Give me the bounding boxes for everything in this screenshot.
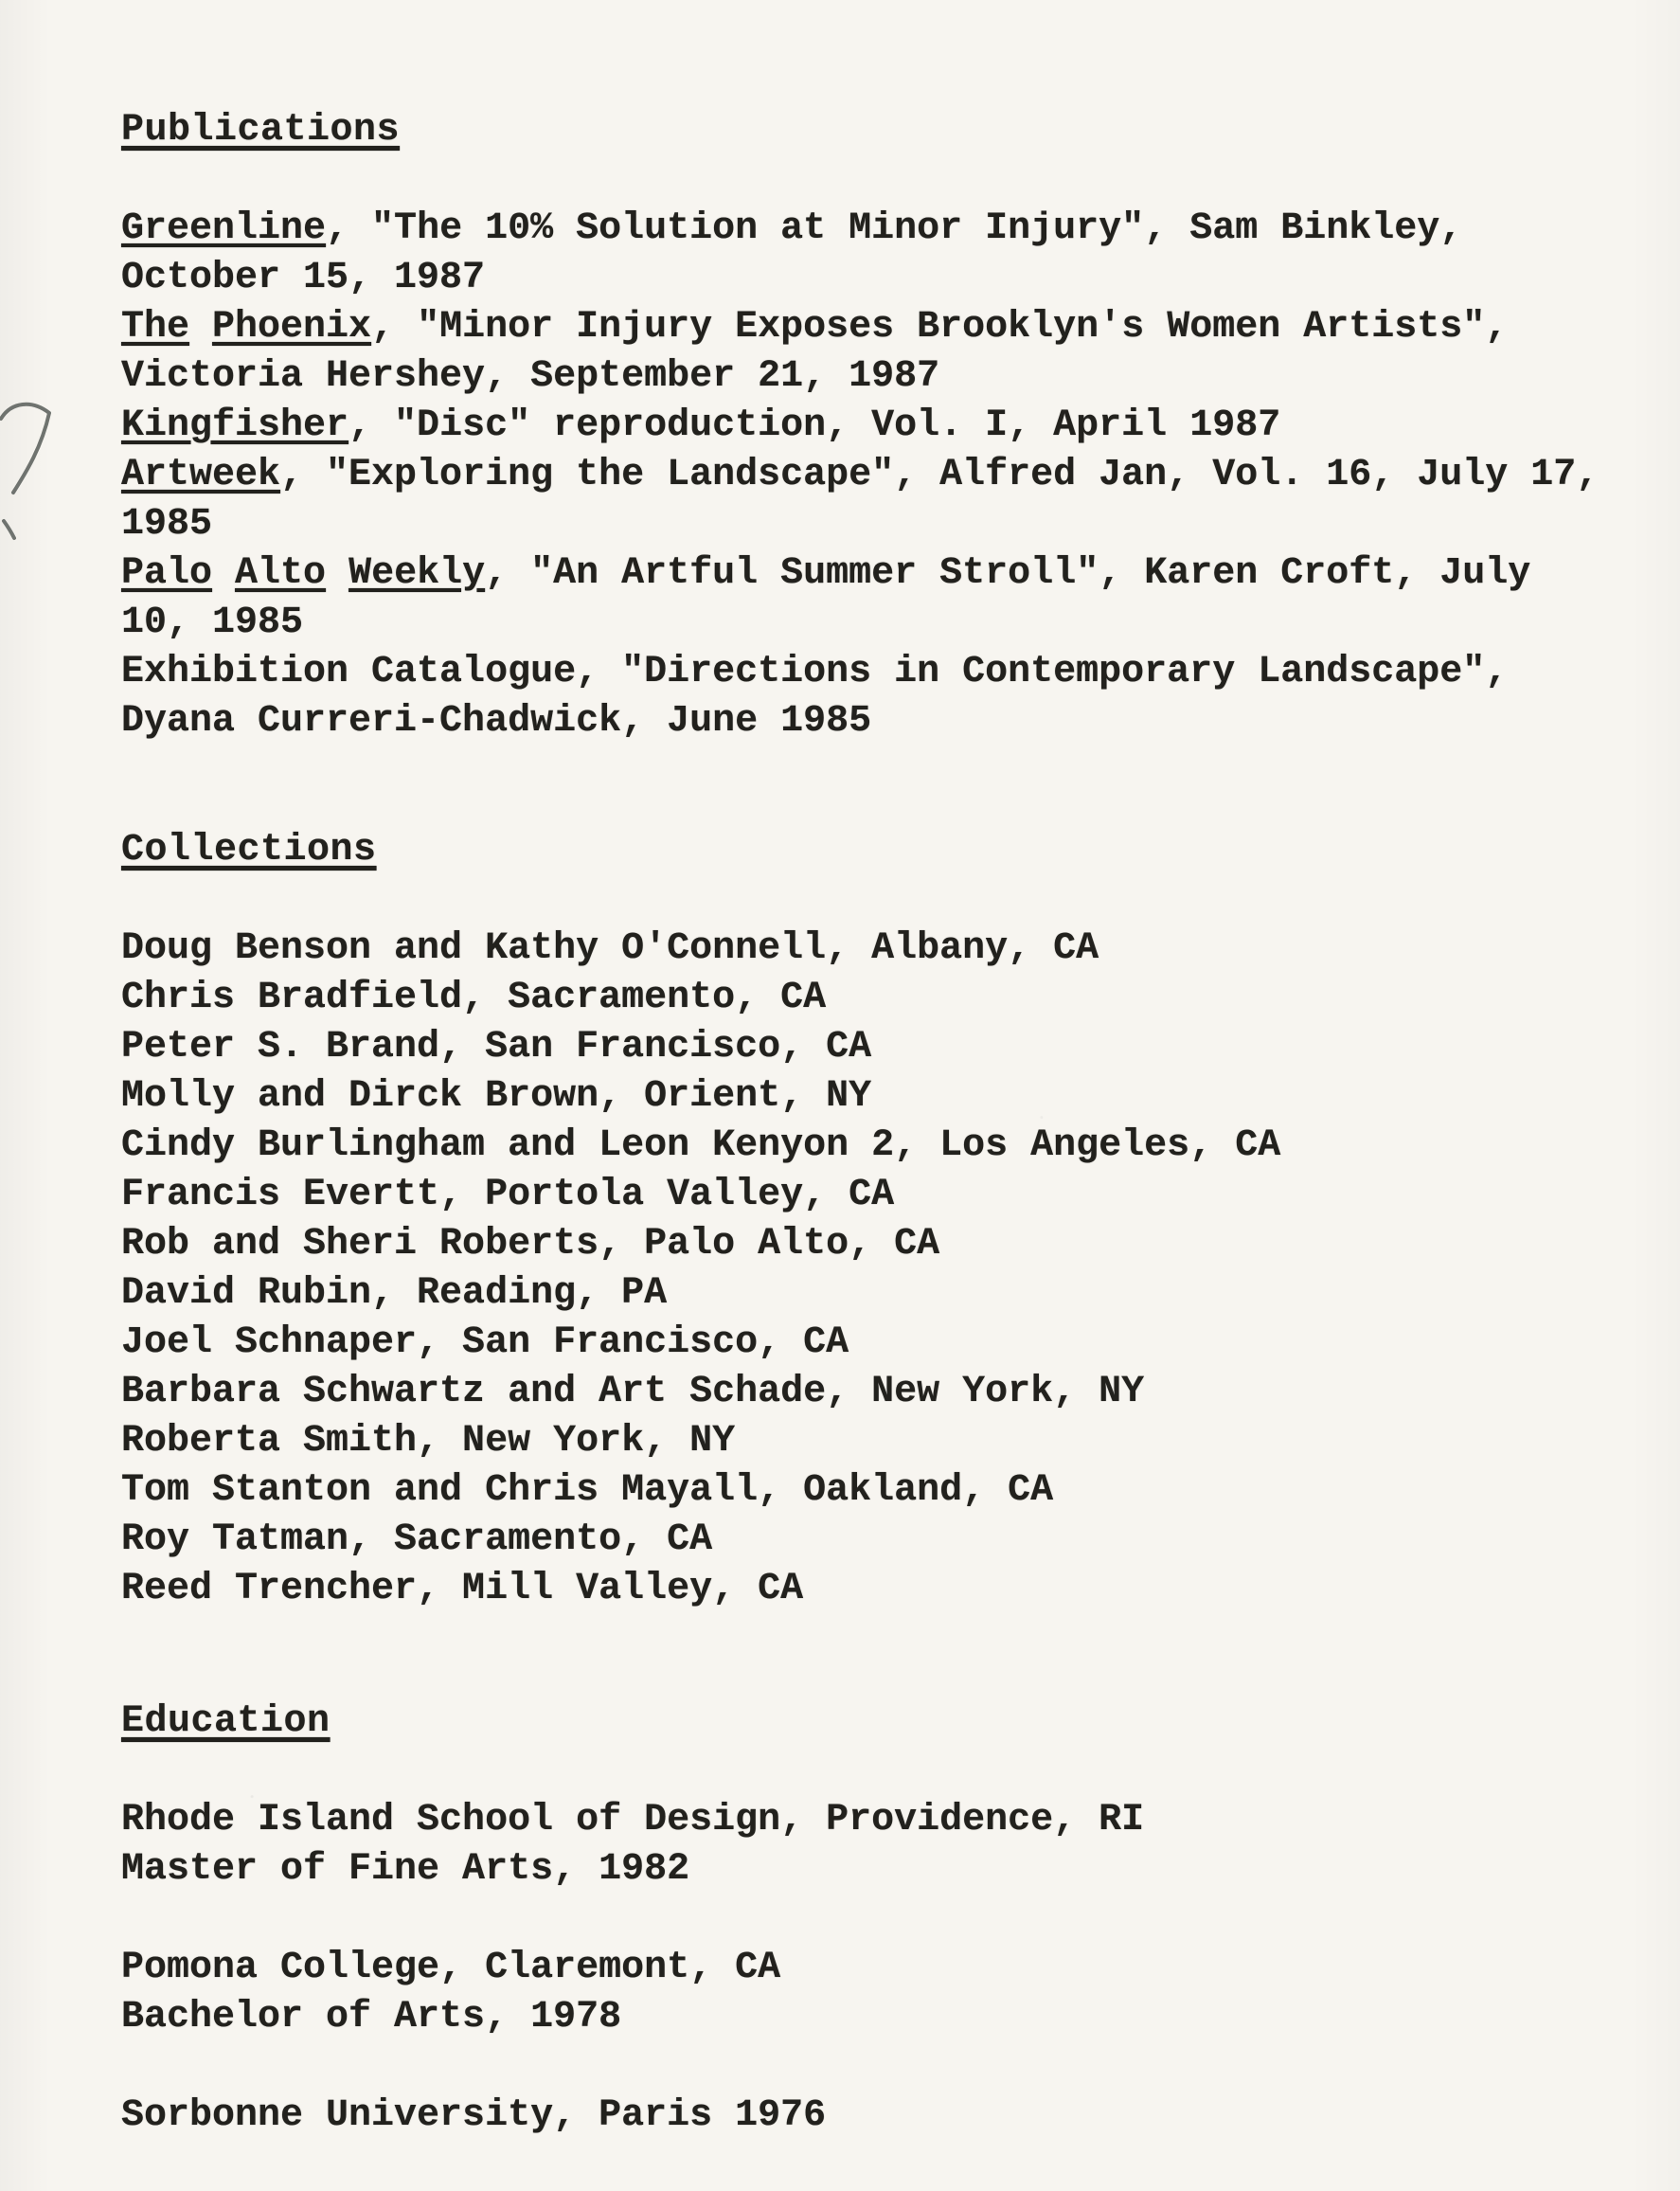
text-line xyxy=(121,1796,1680,1845)
text-run: Doug Benson and Kathy O'Connell, Albany, CA xyxy=(121,927,1099,970)
text-line xyxy=(121,599,1680,648)
text-run: , "Exploring the Landscape", Alfred Jan, Vol. 16, July 17, xyxy=(280,454,1600,496)
text-run: Barbara Schwartz and Art Schade, New York, NY xyxy=(121,1371,1145,1413)
text-line xyxy=(121,1319,1680,1368)
text-run: , "An Artful Summer Stroll", Karen Croft, July xyxy=(485,552,1531,595)
text-line xyxy=(121,254,1680,303)
text-run: Francis Evertt, Portola Valley, CA xyxy=(121,1174,895,1216)
text-line xyxy=(121,549,1680,599)
text-line xyxy=(121,648,1680,697)
text-run: Sorbonne University, Paris 1976 xyxy=(121,2094,827,2137)
text-run: Dyana Curreri-Chadwick, June 1985 xyxy=(121,700,872,743)
underlined-text: The xyxy=(121,306,190,349)
text-run: Rob and Sheri Roberts, Palo Alto, CA xyxy=(121,1223,940,1266)
text-run: Master of Fine Arts, 1982 xyxy=(121,1848,690,1891)
underlined-text: Artweek xyxy=(121,454,281,496)
text-line xyxy=(121,1993,1680,2042)
text-line xyxy=(121,500,1680,549)
text-run xyxy=(212,552,235,595)
text-run: , "Minor Injury Exposes Brooklyn's Women Artists", xyxy=(371,306,1509,349)
section-education xyxy=(121,1697,1680,2141)
text-run: Roberta Smith, New York, NY xyxy=(121,1420,736,1463)
underlined-text: Alto xyxy=(235,552,327,595)
collections-heading: Collections xyxy=(121,829,377,871)
text-line xyxy=(121,697,1680,746)
section-collections xyxy=(121,826,1680,1614)
text-run: Bachelor of Arts, 1978 xyxy=(121,1996,622,2038)
text-line xyxy=(121,205,1680,254)
text-line xyxy=(121,402,1680,451)
text-line xyxy=(121,1845,1680,1895)
typed-text-column xyxy=(121,0,1680,2191)
underlined-text: Phoenix xyxy=(212,306,372,349)
education-lines xyxy=(121,1796,1680,2141)
text-run: David Rubin, Reading, PA xyxy=(121,1272,668,1315)
publications-heading: Publications xyxy=(121,109,401,152)
text-line xyxy=(121,1023,1680,1072)
text-run: Exhibition Catalogue, "Directions in Contemporary Landscape", xyxy=(121,651,1509,693)
text-run: Molly and Dirck Brown, Orient, NY xyxy=(121,1075,872,1118)
text-line xyxy=(121,974,1680,1023)
text-line xyxy=(121,2042,1680,2092)
text-line xyxy=(121,1565,1680,1614)
text-run xyxy=(189,306,212,349)
text-run: Pomona College, Claremont, CA xyxy=(121,1947,781,1989)
text-line xyxy=(121,1269,1680,1319)
text-run xyxy=(326,552,349,595)
text-line xyxy=(121,1171,1680,1220)
text-line xyxy=(121,1466,1680,1516)
education-heading: Education xyxy=(121,1700,331,1743)
text-line xyxy=(121,2092,1680,2141)
text-line xyxy=(121,1220,1680,1269)
underlined-text: Kingfisher xyxy=(121,404,349,447)
underlined-text: Greenline xyxy=(121,207,327,250)
text-run: Peter S. Brand, San Francisco, CA xyxy=(121,1026,872,1069)
text-line xyxy=(121,352,1680,402)
collections-lines xyxy=(121,925,1680,1614)
text-line xyxy=(121,1944,1680,1993)
pencil-stroke xyxy=(1,404,49,493)
pencil-tick xyxy=(4,521,14,538)
text-line xyxy=(121,1417,1680,1466)
text-line xyxy=(121,1516,1680,1565)
handwritten-margin-mark xyxy=(0,390,66,551)
text-run: October 15, 1987 xyxy=(121,257,486,299)
text-line xyxy=(121,1895,1680,1944)
underlined-text: Palo xyxy=(121,552,213,595)
text-run: Chris Bradfield, Sacramento, CA xyxy=(121,977,827,1019)
text-line xyxy=(121,1072,1680,1122)
text-run: , "Disc" reproduction, Vol. I, April 1987 xyxy=(349,404,1281,447)
text-line xyxy=(121,1122,1680,1171)
text-run: Victoria Hershey, September 21, 1987 xyxy=(121,355,940,398)
underlined-text: Weekly xyxy=(349,552,486,595)
text-run: Cindy Burlingham and Leon Kenyon 2, Los Angeles, CA xyxy=(121,1124,1281,1167)
text-run: , "The 10% Solution at Minor Injury", Sam Binkley, xyxy=(326,207,1463,250)
text-line xyxy=(121,1368,1680,1417)
text-run: Reed Trencher, Mill Valley, CA xyxy=(121,1568,804,1610)
text-line xyxy=(121,303,1680,352)
section-publications xyxy=(121,106,1680,746)
text-run: Tom Stanton and Chris Mayall, Oakland, CA xyxy=(121,1469,1054,1512)
text-run: 1985 xyxy=(121,503,213,546)
text-run: Joel Schnaper, San Francisco, CA xyxy=(121,1321,849,1364)
text-run: 10, 1985 xyxy=(121,602,304,644)
text-line xyxy=(121,925,1680,974)
publications-lines xyxy=(121,205,1680,746)
text-run: Rhode Island School of Design, Providence, RI xyxy=(121,1799,1145,1841)
text-line xyxy=(121,451,1680,500)
text-run: Roy Tatman, Sacramento, CA xyxy=(121,1518,713,1561)
